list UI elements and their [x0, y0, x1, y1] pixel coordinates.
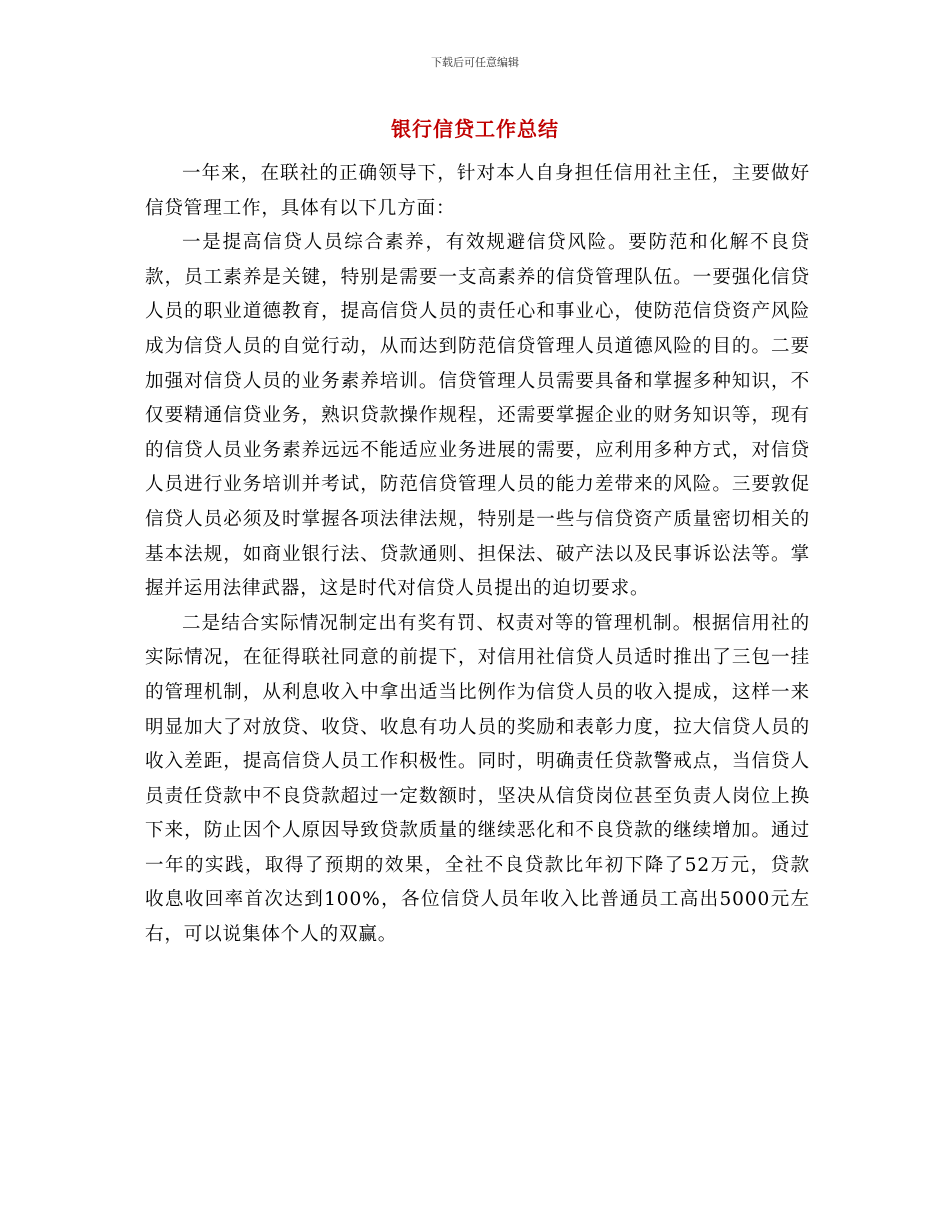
header-note: 下载后可任意编辑	[431, 56, 519, 69]
document-title: 银行信贷工作总结	[391, 117, 559, 141]
document-body	[145, 157, 810, 953]
paragraph-two: 二是结合实际情况制定出有奖有罚、权责对等的管理机制。根据信用社的实际情况，在征得联社同意的前提下，对信用社信贷人员适时推出了三包一挂的管理机制，从利息收入中拿出适当比例作为信贷人员的收入提成，这样一来明显加大了对放贷、收贷、收息有功人员的奖励和表彰力度，拉大信贷人员的收入差距，提高信贷人员工作积极性。同时，明确责任贷款警戒点，当信贷人员责任贷款中不良贷款超过一定数额时，坚决从信贷岗位甚至负责人岗位上换下来，防止因个人原因导致贷款质量的继续恶化和不良贷款的继续增加。通过一年的实践，取得了预期的效果，全社不良贷款比年初下降了52万元，贷款收息收回率首次达到100%，各位信贷人员年收入比普通员工高出5000元左右，可以说集体个人的双赢。	[145, 612, 810, 946]
paragraph-one: 一是提高信贷人员综合素养，有效规避信贷风险。要防范和化解不良贷款，员工素养是关键，特别是需要一支高素养的信贷管理队伍。一要强化信贷人员的职业道德教育，提高信贷人员的责任心和事业心，使防范信贷资产风险成为信贷人员的自觉行动，从而达到防范信贷管理人员道德风险的目的。二要加强对信贷人员的业务素养培训。信贷管理人员需要具备和掌握多种知识，不仅要精通信贷业务，熟识贷款操作规程，还需要掌握企业的财务知识等，现有的信贷人员业务素养远远不能适应业务进展的需要，应利用多种方式，对信贷人员进行业务培训并考试，防范信贷管理人员的能力差带来的风险。三要敦促信贷人员必须及时掌握各项法律法规，特别是一些与信贷资产质量密切相关的基本法规，如商业银行法、贷款通则、担保法、破产法以及民事诉讼法等。掌握并运用法律武器，这是时代对信贷人员提出的迫切要求。	[145, 232, 810, 600]
paragraph-intro: 一年来，在联社的正确领导下，针对本人自身担任信用社主任，主要做好信贷管理工作，具体有以下几方面：	[145, 163, 810, 219]
